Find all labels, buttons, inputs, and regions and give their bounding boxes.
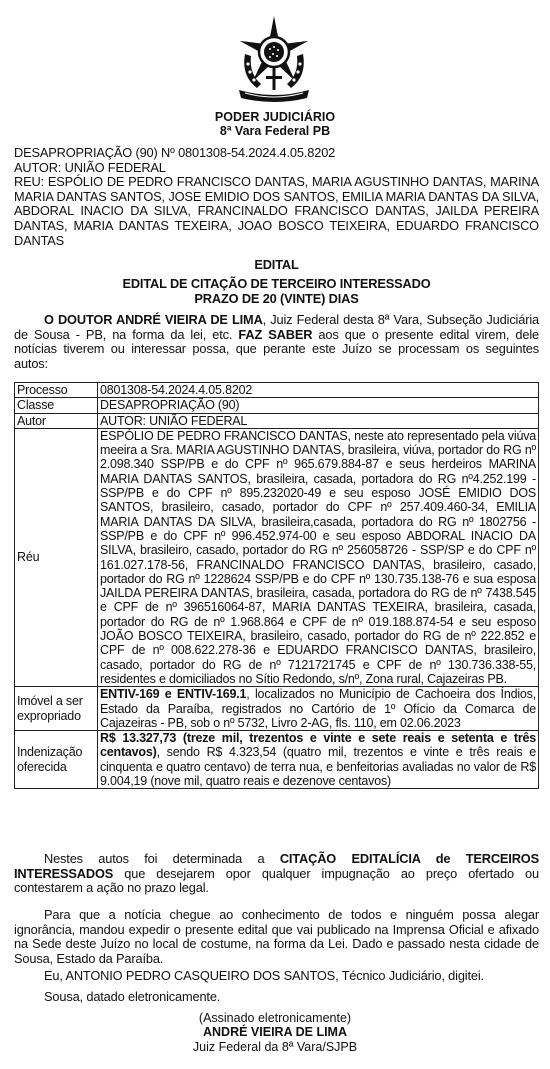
body-paragraph-2: Para que a notícia chegue ao conhecimento de todos e ninguém possa alegar ignorância, mandou expedir o presente edital que vai publicado na Imprensa Oficial e afixado na Sede deste Juízo no local de costume, na forma da Lei. Dado e passado nesta cidade de Sousa, Estado da Paraíba.: [14, 907, 539, 966]
processo-value: 0801308-54.2024.4.05.8202: [98, 383, 539, 398]
imovel-value: , localizados no Município de Cachoeira dos Índios, Estado da Paraíba, registrados no Cartório de 1º Ofício da Comarca de Cajazeiras - PB, sob o nº 5732, Livro 2-AG, fls. 110, em 02.06.2023: [100, 687, 536, 730]
org-name: PODER JUDICIÁRIO: [214, 110, 336, 124]
judge-name: O DOUTOR ANDRÉ VIEIRA DE LIMA: [44, 312, 263, 327]
indenizacao-value: , sendo R$ 4.323,54 (quatro mil, trezentos e vinte e três reais e cinquenta e quatro centavo) de terra nua, e benfeitorias avaliadas no valor de R$ 9.004,19 (nove mil, quatro reais e dezenove centavos): [100, 745, 536, 789]
imovel-ids: ENTIV-169 e ENTIV-169.1: [100, 687, 247, 702]
citation-title: EDITAL DE CITAÇÃO DE TERCEIRO INTERESSADO: [122, 276, 431, 291]
autor-label: Autor: [15, 413, 98, 428]
body-paragraph-1: [14, 852, 539, 896]
table-row: [15, 383, 539, 398]
imovel-cell: [98, 687, 539, 731]
edital-heading: EDITAL: [254, 257, 299, 272]
indenizacao-cell: [98, 731, 539, 789]
body-paragraph-3: Eu, ANTONIO PEDRO CASQUEIRO DOS SANTOS, Técnico Judiciário, digitei.: [44, 968, 484, 983]
body-paragraph-4: Sousa, datado eletronicamente.: [44, 989, 221, 1004]
p1-text-b: que desejarem opor qualquer impugnação ao preço ofertado ou contestarem a ação no prazo legal.: [14, 865, 539, 896]
signature-name: ANDRÉ VIEIRA DE LIMA: [203, 1025, 347, 1039]
case-defendants-line: REU: ESPÓLIO DE PEDRO FRANCISCO DANTAS, MARIA AGUSTINHO DANTAS, MARINA MARIA DANTAS SANTOS, JOSE EMIDIO DOS SANTOS, EMILIA MARIA DANTAS DA SILVA, ABDORAL INACIO DA SILVA, FRANCINALDO FRANCISCO DANTAS, JAILDA PEREIRA DANTAS, MARIA DANTAS TEXEIRA, JOAO BOSCO TEIXEIRA, EDUARDO FRANCISCO DANTAS: [14, 174, 539, 248]
intro-text-b: aos que o presente edital virem, dele notícias tiverem ou interessar possa, que perante este Juízo se processam os seguintes autos:: [14, 326, 539, 371]
imovel-label: Imóvel a ser expropriado: [15, 687, 98, 731]
case-class-line: DESAPROPRIAÇÃO (90) Nº 0801308-54.2024.4.05.8202: [14, 145, 336, 160]
process-table: [14, 382, 539, 789]
court-name: 8ª Vara Federal PB: [219, 124, 331, 138]
classe-value: DESAPROPRIAÇÃO (90): [98, 398, 539, 413]
processo-label: Processo: [15, 383, 98, 398]
table-row: [15, 413, 539, 428]
brazil-coat-of-arms-icon: [233, 14, 315, 104]
table-row: [15, 731, 539, 789]
autor-value: AUTOR: UNIÃO FEDERAL: [98, 413, 539, 428]
indenizacao-total: R$ 13.327,73 (treze mil, trezentos e vinte e sete reais e setenta e três centavos): [100, 731, 536, 760]
faz-saber: FAZ SABER: [238, 326, 313, 342]
table-row: [15, 398, 539, 413]
p1-bold: CITAÇÃO EDITALÍCIA de TERCEIROS INTERESSADOS: [14, 851, 539, 881]
intro-paragraph: [14, 313, 539, 371]
signature-note: (Assinado eletronicamente): [198, 1011, 352, 1025]
signature-role: Juiz Federal da 8ª Vara/SJPB: [192, 1040, 358, 1054]
intro-text-a: , Juiz Federal desta 8ª Vara, Subseção Judiciária de Sousa - PB, na forma da lei, etc.: [14, 312, 539, 342]
reu-label: Réu: [15, 428, 98, 686]
classe-label: Classe: [15, 398, 98, 413]
table-row: [15, 687, 539, 731]
reu-value: ESPÓLIO DE PEDRO FRANCISCO DANTAS, neste ato representado pela viúva meeira a Sra. MARIA AGUSTINHO DANTAS, brasileira, viúva, portador do RG nº 2.098.340 SSP/PB e do CPF nº 965.679.884-87 e seus herdeiros MARINA MARIA DANTAS SANTOS, brasileira, casada, portadora do RG nº4.252.199 - SSP/PB e do CPF nº 895.232020-49 e seu esposo JOSÉ EMIDIO DOS SANTOS, brasileiro, casado, portador do CPF nº 257.409.460-34, EMILIA MARIA DANTAS DA SILVA, brasileira,casada, portadora do RG nº 1802756 - SSP/PB e do CPF nº 996.452.974-00 e seu esposo ABDORAL INACIO DA SILVA, brasileiro, casado, portador do RG nº 256058726 - SSP/SP e do CPF nº 161.027.178-56, FRANCINALDO FRANCISCO DANTAS, brasileiro, casado, portador do RG nº 1228624 SSP/PB e do CPF nº 130.735.138-76 e sua esposa JAILDA PEREIRA DANTAS, brasileira, casada, portadora do RG de nº 7438.545 e CPF de nº 396516064-87, MARIA DANTAS TEXEIRA, brasileira, casada, portador do RG de nº 1.968.864 e CPF de nº 019.188.874-54 e seu esposo JOÃO BOSCO TEIXEIRA, brasileiro, casado, portador do RG de nº 222.852 e CPF de nº 008.622.278-36 e EDUARDO FRANCISCO DANTAS, brasileiro, casado, portador do RG de nº 7121721745 e CPF de nº 130.736.338-55, residentes e domiciliados no Sítio Redondo, s/nº, Zona rural, Cajazeiras PB.: [98, 428, 539, 686]
p1-text-a: Nestes autos foi determinada a: [44, 851, 280, 866]
table-row: [15, 428, 539, 686]
case-author-line: AUTOR: UNIÃO FEDERAL: [14, 159, 166, 175]
case-summary: [14, 146, 539, 248]
deadline-title: PRAZO DE 20 (VINTE) DIAS: [194, 291, 359, 306]
indenizacao-label: Indenização oferecida: [15, 731, 98, 789]
